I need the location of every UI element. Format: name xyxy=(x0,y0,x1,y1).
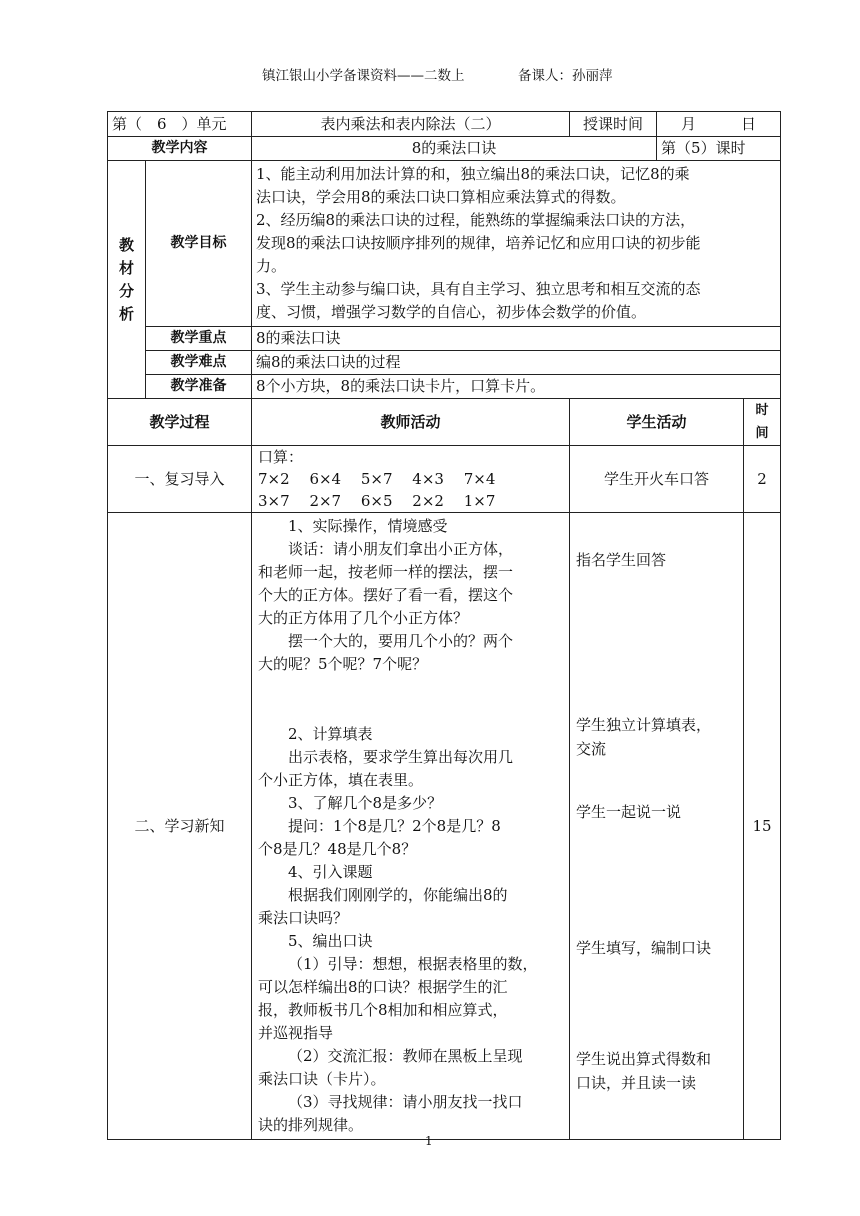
stage-review-row xyxy=(108,446,781,513)
goal-line: 度、习惯，增强学习数学的自信心，初步体会数学的价值。 xyxy=(256,303,647,321)
spacer xyxy=(258,676,563,723)
material-analysis-label xyxy=(108,161,146,399)
side-char: 材 xyxy=(119,258,135,277)
time-header xyxy=(744,399,781,446)
preparation-label: 教学准备 xyxy=(146,375,252,399)
preparation-content: 8个小方块，8的乘法口诀卡片，口算卡片。 xyxy=(252,375,781,399)
stage-review-time: 2 xyxy=(744,446,781,513)
content-value: 8的乘法口诀 xyxy=(252,137,657,161)
teacher-line: 大的呢？5个呢？7个呢？ xyxy=(258,655,428,673)
calc-line: 口算： xyxy=(258,448,304,466)
teacher-line: 诀的排列规律。 xyxy=(258,1116,364,1134)
date-cell: 月 日 xyxy=(657,112,781,137)
page-header xyxy=(0,64,860,84)
header-author: 备课人：孙丽萍 xyxy=(518,68,613,84)
student-line: 学生说出算式得数和 xyxy=(576,1050,712,1068)
page-number: 1 xyxy=(425,1134,433,1148)
stage-new-name: 二、学习新知 xyxy=(108,513,252,1140)
student-line: 口诀，并且读一读 xyxy=(576,1074,697,1092)
teacher-line: 提问：1个8是几？2个8是几？8 xyxy=(288,817,501,835)
teacher-line: 根据我们刚刚学的，你能编出8的 xyxy=(288,886,508,904)
header-school-title: 镇江银山小学备课资料——二数上 xyxy=(262,68,465,84)
goal-line: 2、经历编8的乘法口诀的过程，能熟练的掌握编乘法口诀的方法， xyxy=(256,211,696,229)
stage-new-row xyxy=(108,513,781,1140)
stage-new-teacher xyxy=(252,513,570,1140)
student-header: 学生活动 xyxy=(570,399,744,446)
key-point-label: 教学重点 xyxy=(146,327,252,351)
student-line: 指名学生回答 xyxy=(576,551,667,569)
key-point-content: 8的乘法口诀 xyxy=(252,327,781,351)
goal-line: 1、能主动利用加法计算的和，独立编出8的乘法口诀，记忆8的乘 xyxy=(256,165,690,183)
teacher-line: 摆一个大的，要用几个小的？两个 xyxy=(288,632,514,650)
unit-title: 表内乘法和表内除法（二） xyxy=(252,112,570,137)
lesson-plan-table xyxy=(107,111,781,1140)
stage-review-name: 一、复习导入 xyxy=(108,446,252,513)
student-line: 学生一起说一说 xyxy=(576,803,682,821)
unit-row xyxy=(108,112,781,137)
side-char: 析 xyxy=(119,304,135,323)
unit-cell: 第（ 6 ）单元 xyxy=(108,112,252,137)
goals-content xyxy=(252,161,781,327)
teacher-line: 和老师一起，按老师一样的摆法，摆一 xyxy=(258,563,514,581)
teacher-line: 个小正方体，填在表里。 xyxy=(258,771,424,789)
teacher-line: 4、引入课题 xyxy=(288,863,373,881)
teacher-line: 2、计算填表 xyxy=(288,725,373,743)
teacher-line: 乘法口诀吗？ xyxy=(258,909,349,927)
student-activities xyxy=(576,513,737,1113)
student-line: 交流 xyxy=(576,740,607,758)
stage-new-time: 15 xyxy=(744,513,781,1140)
time-header-text: 时间 xyxy=(755,403,769,441)
student-line: 学生独立计算填表， xyxy=(576,716,712,734)
stage-review-teacher xyxy=(252,446,570,513)
teacher-line: （1）引导：想想，根据表格里的数， xyxy=(288,955,538,973)
teacher-line: 出示表格，要求学生算出每次用几 xyxy=(288,748,514,766)
time-label: 授课时间 xyxy=(570,112,657,137)
calc-line: 3×7 2×7 6×5 2×2 1×7 xyxy=(258,492,496,510)
teacher-line: 5、编出口诀 xyxy=(288,932,373,950)
teacher-line: （3）寻找规律：请小朋友找一找口 xyxy=(288,1093,523,1111)
goal-line: 发现8的乘法口诀按顺序排列的规律，培养记忆和应用口诀的初步能 xyxy=(256,234,701,252)
preparation-row xyxy=(108,375,781,399)
goal-line: 法口诀，学会用8的乘法口诀口算相应乘法算式的得数。 xyxy=(256,188,626,206)
lesson-number: 第（5）课时 xyxy=(657,137,781,161)
teacher-line: 3、了解几个8是多少？ xyxy=(288,794,443,812)
teacher-line: 个8是几？48是几个8？ xyxy=(258,840,417,858)
difficulty-label: 教学难点 xyxy=(146,351,252,375)
process-header-row xyxy=(108,399,781,446)
teacher-line: 报，教师板书几个8相加和相应算式， xyxy=(258,1001,508,1019)
goals-row xyxy=(108,161,781,327)
goal-line: 力。 xyxy=(256,257,287,275)
difficulty-content: 编8的乘法口诀的过程 xyxy=(252,351,781,375)
side-char: 教 xyxy=(119,235,135,254)
side-char: 分 xyxy=(119,281,135,300)
teacher-line: 谈话：请小朋友们拿出小正方体， xyxy=(288,540,514,558)
teacher-line: 个大的正方体。摆好了看一看，摆这个 xyxy=(258,586,514,604)
difficulty-row xyxy=(108,351,781,375)
calc-line: 7×2 6×4 5×7 4×3 7×4 xyxy=(258,470,496,488)
teacher-line: 可以怎样编出8的口诀？根据学生的汇 xyxy=(258,978,508,996)
stage-new-student xyxy=(570,513,744,1140)
teacher-line: 大的正方体用了几个小正方体？ xyxy=(258,609,469,627)
teacher-line: 1、实际操作，情境感受 xyxy=(288,517,448,535)
process-header: 教学过程 xyxy=(108,399,252,446)
stage-review-student: 学生开火车口答 xyxy=(570,446,744,513)
teacher-header: 教师活动 xyxy=(252,399,570,446)
goals-label: 教学目标 xyxy=(146,161,252,327)
student-line: 学生填写，编制口诀 xyxy=(576,939,712,957)
goal-line: 3、学生主动参与编口诀，具有自主学习、独立思考和相互交流的态 xyxy=(256,280,701,298)
content-label: 教学内容 xyxy=(108,137,252,161)
teacher-line: 并巡视指导 xyxy=(258,1024,334,1042)
key-point-row xyxy=(108,327,781,351)
teacher-line: （2）交流汇报：教师在黑板上呈现 xyxy=(288,1047,523,1065)
content-row xyxy=(108,137,781,161)
teacher-line: 乘法口诀（卡片）。 xyxy=(258,1070,386,1088)
